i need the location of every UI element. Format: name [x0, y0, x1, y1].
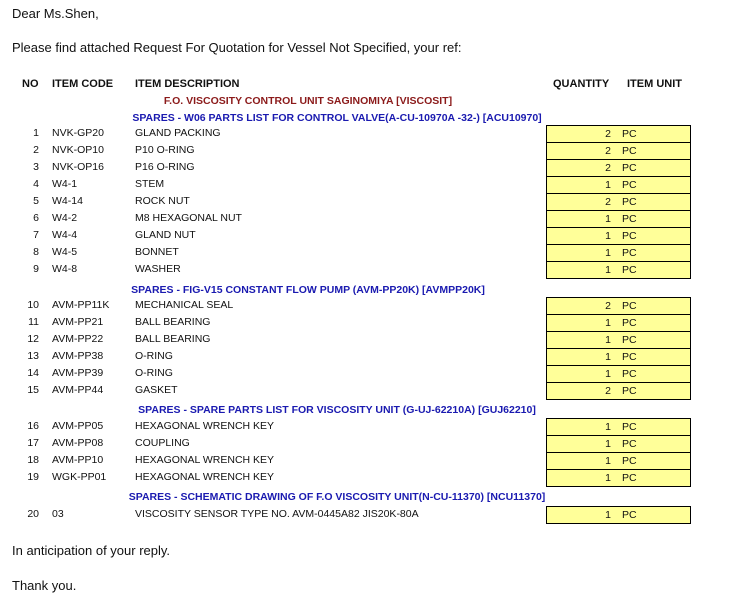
- row-quantity[interactable]: 1: [546, 176, 617, 193]
- row-item-code: AVM-PP22: [52, 333, 104, 345]
- row-item-unit[interactable]: PC: [616, 331, 691, 348]
- row-no: 19: [27, 471, 39, 483]
- row-item-code: W4-5: [52, 246, 78, 258]
- table-row: [0, 159, 730, 176]
- row-item-unit[interactable]: PC: [616, 469, 691, 487]
- row-quantity[interactable]: 1: [546, 452, 617, 469]
- row-item-code: 03: [52, 508, 64, 520]
- table-row: [0, 261, 730, 278]
- row-quantity[interactable]: 2: [546, 193, 617, 210]
- header-item-unit: ITEM UNIT: [627, 78, 682, 90]
- row-item-unit[interactable]: PC: [616, 176, 691, 193]
- row-item-description: BALL BEARING: [135, 316, 211, 328]
- row-item-unit[interactable]: PC: [616, 382, 691, 400]
- row-no: 11: [28, 316, 39, 328]
- table-row: [0, 210, 730, 227]
- row-no: 17: [27, 437, 39, 449]
- row-no: 15: [27, 384, 39, 396]
- row-item-unit[interactable]: PC: [616, 210, 691, 227]
- row-no: 20: [27, 508, 39, 520]
- row-no: 1: [33, 127, 39, 139]
- row-item-description: ROCK NUT: [135, 195, 190, 207]
- row-item-unit[interactable]: PC: [616, 227, 691, 244]
- row-no: 7: [33, 229, 39, 241]
- table-row: [0, 506, 730, 523]
- row-item-unit[interactable]: PC: [616, 125, 691, 142]
- row-no: 14: [27, 367, 39, 379]
- row-item-description: BONNET: [135, 246, 179, 258]
- row-item-description: VISCOSITY SENSOR TYPE NO. AVM-0445A82 JIS20K-80A: [135, 508, 419, 520]
- row-item-description: M8 HEXAGONAL NUT: [135, 212, 242, 224]
- row-quantity[interactable]: 2: [546, 297, 617, 314]
- row-quantity[interactable]: 1: [546, 435, 617, 452]
- table-row: [0, 297, 730, 314]
- row-item-unit[interactable]: PC: [616, 435, 691, 452]
- row-item-description: WASHER: [135, 263, 181, 275]
- row-item-unit[interactable]: PC: [616, 452, 691, 469]
- row-item-code: AVM-PP38: [52, 350, 104, 362]
- row-item-code: AVM-PP39: [52, 367, 104, 379]
- row-item-description: HEXAGONAL WRENCH KEY: [135, 471, 275, 483]
- row-item-description: GLAND PACKING: [135, 127, 221, 139]
- row-item-unit[interactable]: PC: [616, 142, 691, 159]
- row-no: 18: [27, 454, 39, 466]
- table-row: [0, 365, 730, 382]
- row-quantity[interactable]: 1: [546, 331, 617, 348]
- row-item-description: P10 O-RING: [135, 144, 195, 156]
- row-quantity[interactable]: 1: [546, 314, 617, 331]
- row-item-description: MECHANICAL SEAL: [135, 299, 234, 311]
- row-item-code: W4-1: [52, 178, 78, 190]
- table-row: [0, 418, 730, 435]
- table-row: [0, 142, 730, 159]
- header-item-code: ITEM CODE: [52, 78, 114, 90]
- row-no: 13: [27, 350, 39, 362]
- section-title-text: SPARES - SPARE PARTS LIST FOR VISCOSITY UNIT (G-UJ-62210A) [GUJ62210]: [138, 404, 536, 416]
- table-row: [0, 125, 730, 142]
- row-no: 5: [33, 195, 39, 207]
- equipment-title-text: F.O. VISCOSITY CONTROL UNIT SAGINOMIYA [VISCOSIT]: [163, 95, 453, 107]
- row-no: 9: [33, 263, 39, 275]
- row-item-code: AVM-PP44: [52, 384, 104, 396]
- row-no: 16: [27, 420, 39, 432]
- table-row: [0, 314, 730, 331]
- row-quantity[interactable]: 1: [546, 506, 617, 524]
- row-item-description: O-RING: [135, 350, 173, 362]
- row-item-code: AVM-PP21: [52, 316, 104, 328]
- row-item-code: W4-8: [52, 263, 78, 275]
- thanks-text: Thank you.: [12, 578, 77, 593]
- section-title-text: SPARES - FIG-V15 CONSTANT FLOW PUMP (AVM-PP20K) [AVMPP20K]: [131, 284, 485, 296]
- row-item-description: GASKET: [135, 384, 178, 396]
- table-row: [0, 435, 730, 452]
- row-item-code: WGK-PP01: [52, 471, 107, 483]
- row-item-unit[interactable]: PC: [616, 297, 691, 314]
- row-quantity[interactable]: 1: [546, 210, 617, 227]
- row-item-code: W4-14: [52, 195, 83, 207]
- row-quantity[interactable]: 1: [546, 418, 617, 435]
- row-quantity[interactable]: 1: [546, 365, 617, 382]
- row-no: 3: [33, 161, 39, 173]
- row-no: 8: [33, 246, 39, 258]
- table-row: [0, 244, 730, 261]
- row-item-code: AVM-PP05: [52, 420, 104, 432]
- row-no: 12: [27, 333, 39, 345]
- header-no: NO: [22, 78, 39, 90]
- header-item-description: ITEM DESCRIPTION: [135, 78, 240, 90]
- intro-text: Please find attached Request For Quotation for Vessel Not Specified, your ref:: [12, 40, 462, 55]
- section-title-text: SPARES - W06 PARTS LIST FOR CONTROL VALVE(A-CU-10970A -32-) [ACU10970]: [132, 112, 542, 124]
- row-item-description: HEXAGONAL WRENCH KEY: [135, 454, 275, 466]
- row-item-unit[interactable]: PC: [616, 193, 691, 210]
- row-no: 6: [33, 212, 39, 224]
- greeting-text: Dear Ms.Shen,: [12, 6, 99, 21]
- row-item-code: AVM-PP11K: [52, 299, 110, 311]
- row-item-description: P16 O-RING: [135, 161, 195, 173]
- row-item-code: NVK-GP20: [52, 127, 104, 139]
- row-quantity[interactable]: 2: [546, 142, 617, 159]
- row-no: 4: [33, 178, 39, 190]
- row-quantity[interactable]: 2: [546, 159, 617, 176]
- row-quantity[interactable]: 1: [546, 261, 617, 279]
- row-item-unit[interactable]: PC: [616, 506, 691, 524]
- table-row: [0, 382, 730, 399]
- row-item-unit[interactable]: PC: [616, 244, 691, 261]
- row-quantity[interactable]: 2: [546, 382, 617, 400]
- table-row: [0, 348, 730, 365]
- row-quantity[interactable]: 1: [546, 469, 617, 487]
- row-item-description: STEM: [135, 178, 165, 190]
- table-row: [0, 193, 730, 210]
- row-item-description: O-RING: [135, 367, 173, 379]
- row-no: 10: [27, 299, 39, 311]
- row-no: 2: [33, 144, 39, 156]
- table-row: [0, 469, 730, 486]
- row-item-code: AVM-PP10: [52, 454, 104, 466]
- row-item-unit[interactable]: PC: [616, 261, 691, 279]
- row-item-unit[interactable]: PC: [616, 348, 691, 365]
- row-quantity[interactable]: 2: [546, 125, 617, 142]
- row-item-code: W4-4: [52, 229, 78, 241]
- row-item-description: BALL BEARING: [135, 333, 211, 345]
- table-row: [0, 331, 730, 348]
- section-title-text: SPARES - SCHEMATIC DRAWING OF F.O VISCOSITY UNIT(N-CU-11370) [NCU11370]: [128, 491, 546, 503]
- row-item-code: AVM-PP08: [52, 437, 104, 449]
- row-item-code: NVK-OP16: [52, 161, 104, 173]
- row-quantity[interactable]: 1: [546, 244, 617, 261]
- row-item-unit[interactable]: PC: [616, 418, 691, 435]
- row-item-description: HEXAGONAL WRENCH KEY: [135, 420, 275, 432]
- row-item-code: W4-2: [52, 212, 78, 224]
- row-item-code: NVK-OP10: [52, 144, 104, 156]
- header-quantity: QUANTITY: [553, 78, 610, 90]
- table-row: [0, 452, 730, 469]
- row-quantity[interactable]: 1: [546, 227, 617, 244]
- row-item-unit[interactable]: PC: [616, 314, 691, 331]
- table-row: [0, 176, 730, 193]
- row-item-unit[interactable]: PC: [616, 365, 691, 382]
- row-item-description: COUPLING: [135, 437, 190, 449]
- closing-text: In anticipation of your reply.: [12, 543, 171, 558]
- row-item-description: GLAND NUT: [135, 229, 196, 241]
- row-quantity[interactable]: 1: [546, 348, 617, 365]
- row-item-unit[interactable]: PC: [616, 159, 691, 176]
- table-row: [0, 227, 730, 244]
